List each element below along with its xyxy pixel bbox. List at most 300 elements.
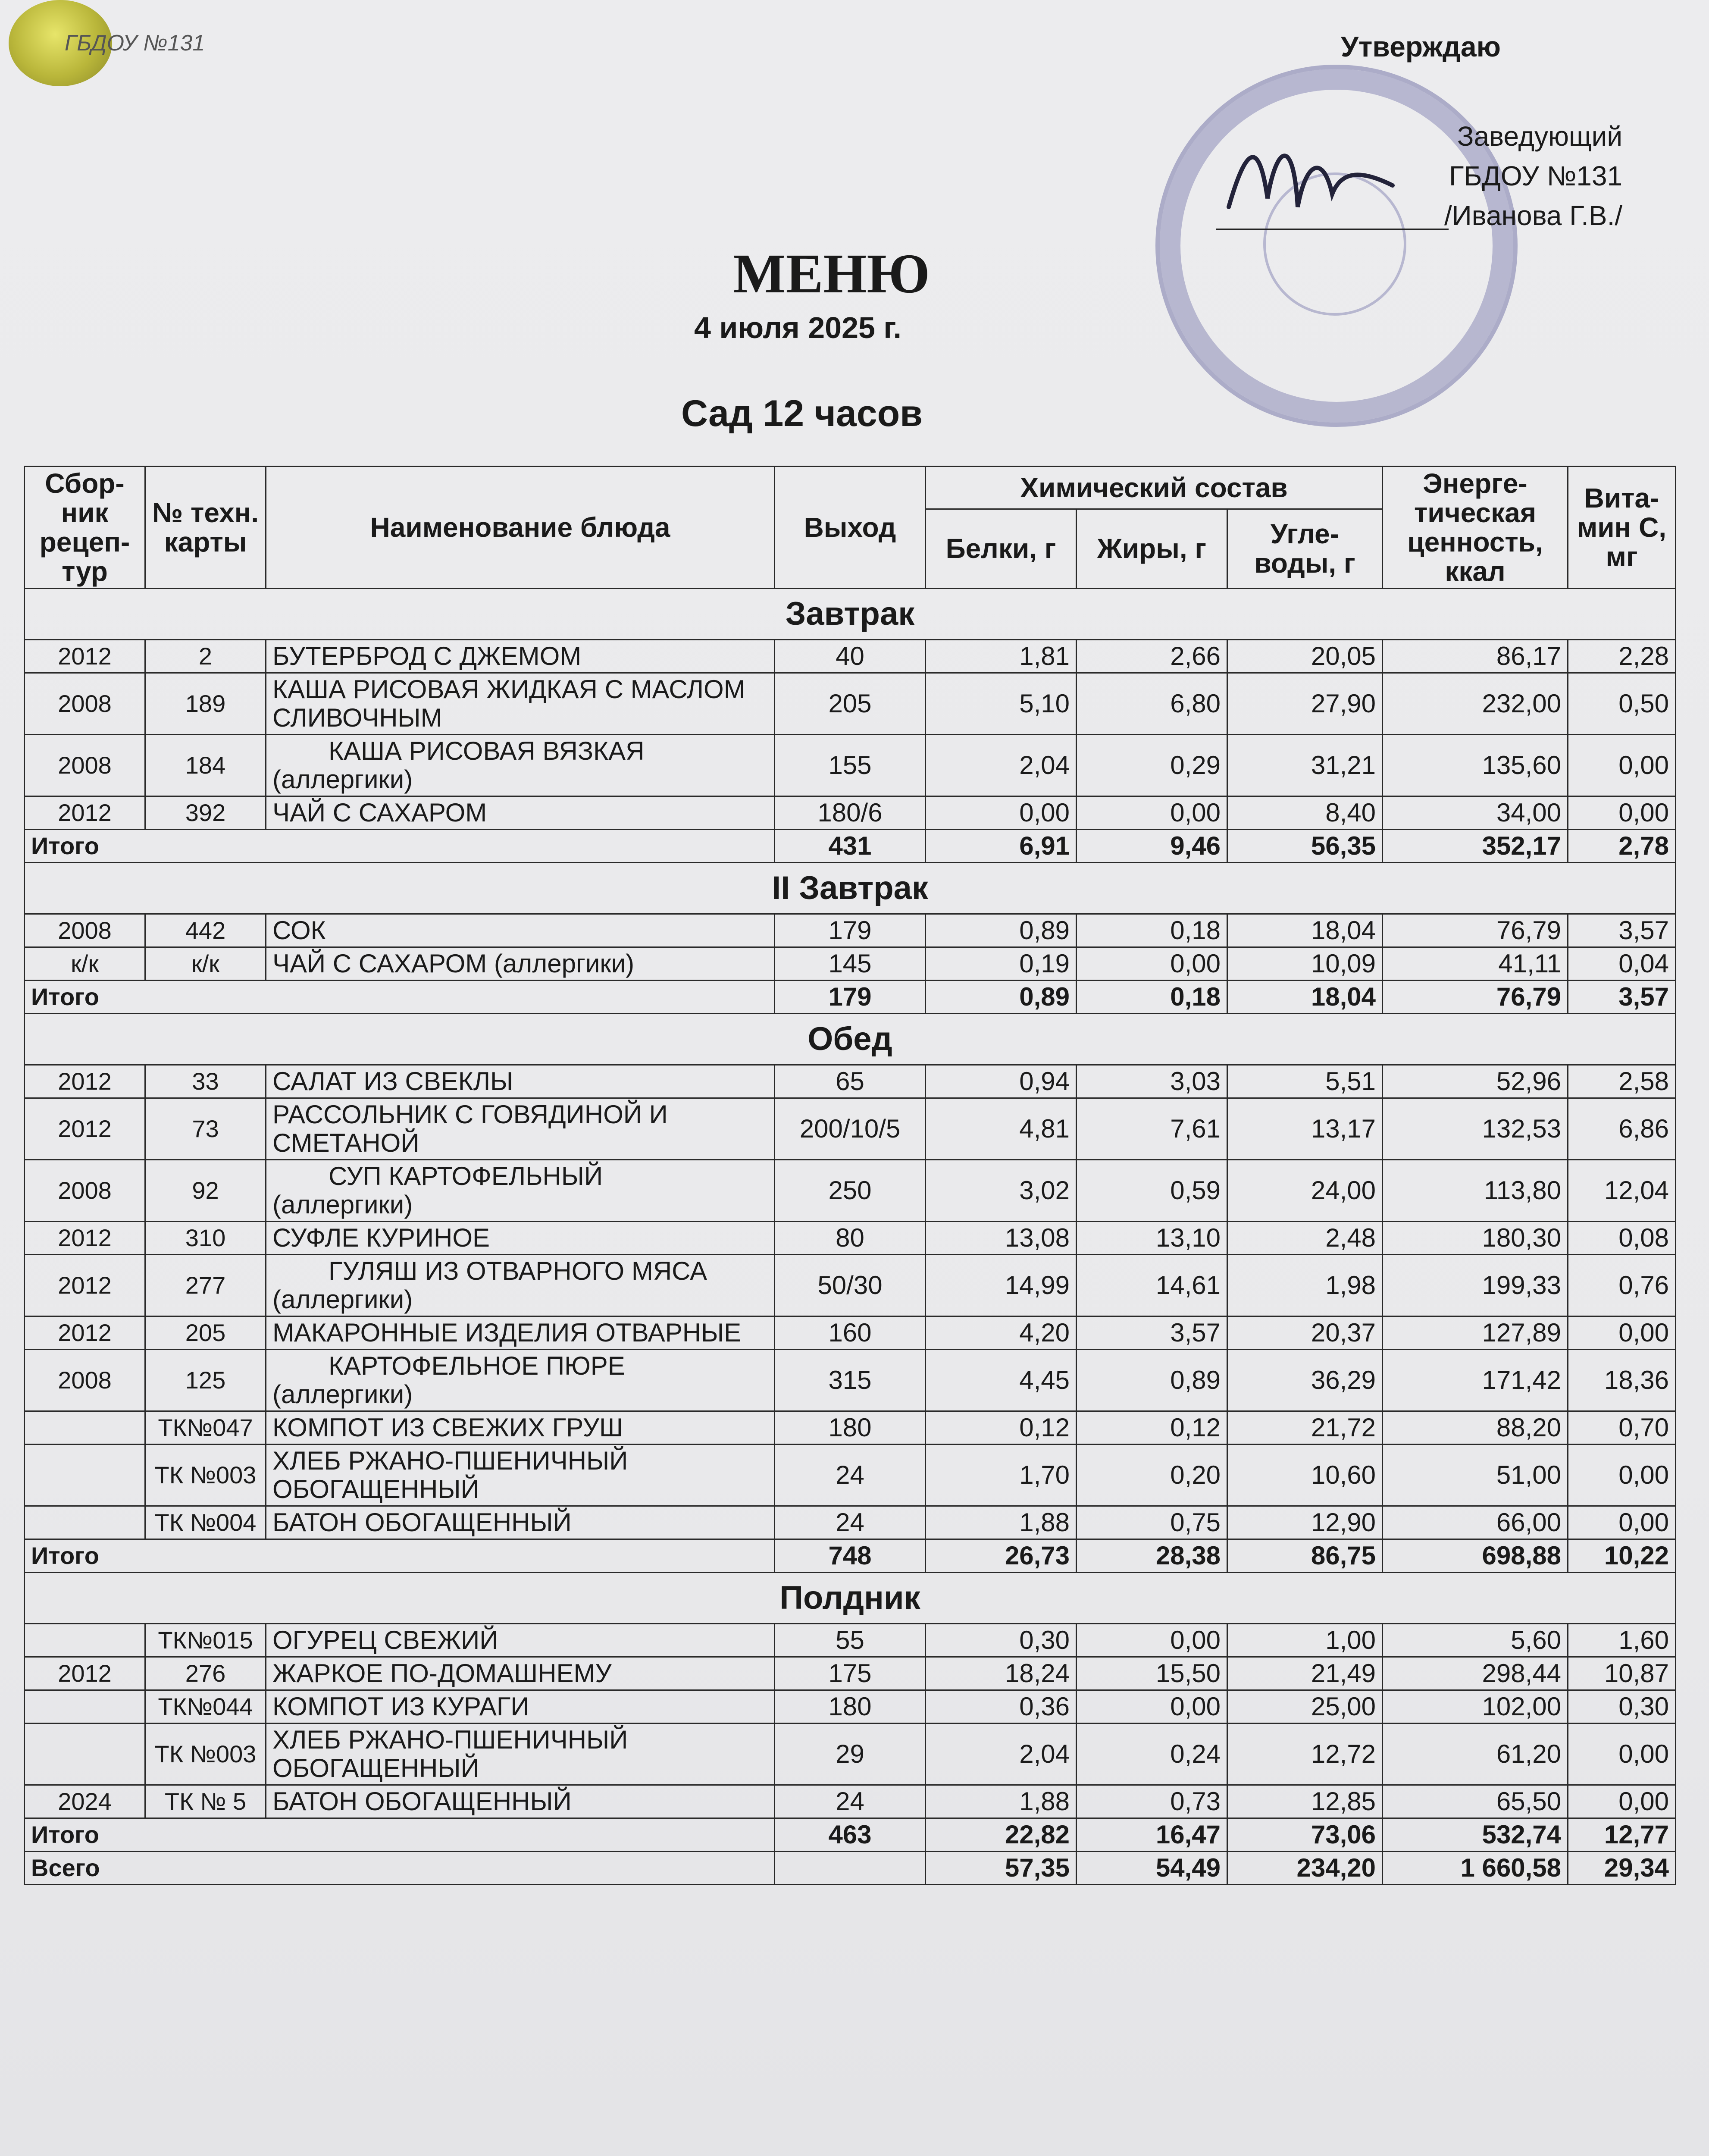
card-cell: ТК№044 — [145, 1690, 266, 1724]
yield-cell: 55 — [775, 1624, 926, 1657]
dish-name-cell — [266, 1255, 775, 1316]
signature-line — [1216, 229, 1449, 230]
total-label: Итого — [25, 830, 775, 863]
dish-name-cell — [266, 735, 775, 796]
table-row — [25, 640, 1676, 673]
collection-cell: 2008 — [25, 914, 145, 947]
carbs-cell: 20,37 — [1227, 1316, 1383, 1350]
energy-cell: 180,30 — [1383, 1222, 1568, 1255]
protein-cell: 4,20 — [926, 1316, 1077, 1350]
vitamin-cell: 0,00 — [1568, 1316, 1676, 1350]
section-title: Полдник — [25, 1573, 1676, 1624]
energy-cell: 199,33 — [1383, 1255, 1568, 1316]
card-cell: 276 — [145, 1657, 266, 1690]
collection-cell: 2012 — [25, 1657, 145, 1690]
dish-name: СОК — [272, 916, 326, 945]
protein-cell: 1,81 — [926, 640, 1077, 673]
carbs-cell: 12,90 — [1227, 1506, 1383, 1539]
fat-cell: 7,61 — [1077, 1098, 1227, 1160]
dish-name: ХЛЕБ РЖАНО-ПШЕНИЧНЫЙ ОБОГАЩЕННЫЙ — [272, 1446, 628, 1504]
collection-cell: 2012 — [25, 796, 145, 830]
fat-cell: 6,80 — [1077, 673, 1227, 735]
table-row — [25, 1690, 1676, 1724]
dish-name: ЧАЙ С САХАРОМ (аллергики) — [272, 949, 635, 978]
carbs-cell: 5,51 — [1227, 1065, 1383, 1098]
protein-cell: 0,89 — [926, 914, 1077, 947]
table-row — [25, 1506, 1676, 1539]
dish-name: ЧАЙ С САХАРОМ — [272, 798, 487, 827]
total-label: Итого — [25, 1539, 775, 1573]
carbs-cell: 21,49 — [1227, 1657, 1383, 1690]
fat-cell: 0,75 — [1077, 1506, 1227, 1539]
vitamin-cell: 12,04 — [1568, 1160, 1676, 1222]
dish-name-cell — [266, 914, 775, 947]
yield-cell: 160 — [775, 1316, 926, 1350]
table-row — [25, 1160, 1676, 1222]
table-row — [25, 947, 1676, 981]
table-row — [25, 1657, 1676, 1690]
energy-cell: 113,80 — [1383, 1160, 1568, 1222]
carbs-cell: 1,00 — [1227, 1624, 1383, 1657]
table-row — [25, 1785, 1676, 1818]
dish-name: ХЛЕБ РЖАНО-ПШЕНИЧНЫЙ ОБОГАЩЕННЫЙ — [272, 1725, 628, 1783]
table-row — [25, 1350, 1676, 1411]
grand-total-row — [25, 1852, 1676, 1885]
fat-cell: 0,12 — [1077, 1411, 1227, 1445]
protein-cell: 14,99 — [926, 1255, 1077, 1316]
carbs-cell: 1,98 — [1227, 1255, 1383, 1316]
vitamin-cell: 0,50 — [1568, 673, 1676, 735]
carbs-cell: 12,72 — [1227, 1724, 1383, 1785]
carbs-cell: 24,00 — [1227, 1160, 1383, 1222]
protein-cell: 0,94 — [926, 1065, 1077, 1098]
collection-cell: 2012 — [25, 1098, 145, 1160]
energy-cell: 171,42 — [1383, 1350, 1568, 1411]
vitamin-cell: 0,00 — [1568, 796, 1676, 830]
table-row — [25, 1445, 1676, 1506]
collection-cell: 2008 — [25, 1160, 145, 1222]
table-row — [25, 1316, 1676, 1350]
total-yield-cell: 179 — [775, 981, 926, 1014]
card-cell: 310 — [145, 1222, 266, 1255]
page-title: МЕНЮ — [733, 243, 930, 305]
total-vitamin-cell: 12,77 — [1568, 1818, 1676, 1852]
dish-name-cell — [266, 673, 775, 735]
carbs-cell: 36,29 — [1227, 1350, 1383, 1411]
energy-cell: 76,79 — [1383, 914, 1568, 947]
collection-cell: 2008 — [25, 673, 145, 735]
dish-name: КАША РИСОВАЯ ВЯЗКАЯ — [329, 736, 645, 765]
total-row — [25, 981, 1676, 1014]
total-row — [25, 1539, 1676, 1573]
table-row — [25, 914, 1676, 947]
card-cell: 2 — [145, 640, 266, 673]
table-row — [25, 735, 1676, 796]
dish-name-cell — [266, 640, 775, 673]
total-label: Итого — [25, 981, 775, 1014]
vitamin-cell: 18,36 — [1568, 1350, 1676, 1411]
fat-cell: 3,03 — [1077, 1065, 1227, 1098]
energy-cell: 51,00 — [1383, 1445, 1568, 1506]
dish-name-cell — [266, 947, 775, 981]
dish-name: БАТОН ОБОГАЩЕННЫЙ — [272, 1787, 572, 1816]
table-row — [25, 1624, 1676, 1657]
total-yield-cell: 431 — [775, 830, 926, 863]
col-collection: Сбор-ник рецеп-тур — [25, 467, 145, 589]
collection-cell — [25, 1690, 145, 1724]
yield-cell: 50/30 — [775, 1255, 926, 1316]
col-yield: Выход — [775, 467, 926, 589]
dish-name: СУФЛЕ КУРИНОЕ — [272, 1223, 490, 1252]
dish-name-cell — [266, 1785, 775, 1818]
carbs-cell: 12,85 — [1227, 1785, 1383, 1818]
col-chem-group: Химический состав — [926, 467, 1383, 509]
card-cell: ТК №003 — [145, 1445, 266, 1506]
carbs-cell: 2,48 — [1227, 1222, 1383, 1255]
carbs-cell: 10,60 — [1227, 1445, 1383, 1506]
dish-name: МАКАРОННЫЕ ИЗДЕЛИЯ ОТВАРНЫЕ — [272, 1318, 742, 1347]
table-row — [25, 1411, 1676, 1445]
table-row — [25, 673, 1676, 735]
total-protein-cell: 6,91 — [926, 830, 1077, 863]
vitamin-cell: 0,30 — [1568, 1690, 1676, 1724]
section-row — [25, 1014, 1676, 1065]
dish-name: ЖАРКОЕ ПО-ДОМАШНЕМУ — [272, 1659, 612, 1688]
card-cell: 189 — [145, 673, 266, 735]
fat-cell: 0,59 — [1077, 1160, 1227, 1222]
total-energy-cell: 532,74 — [1383, 1818, 1568, 1852]
dish-name: САЛАТ ИЗ СВЕКЛЫ — [272, 1067, 513, 1096]
vitamin-cell: 0,76 — [1568, 1255, 1676, 1316]
card-cell: ТК №004 — [145, 1506, 266, 1539]
card-cell: 392 — [145, 796, 266, 830]
fat-cell: 15,50 — [1077, 1657, 1227, 1690]
protein-cell: 0,12 — [926, 1411, 1077, 1445]
collection-cell — [25, 1624, 145, 1657]
grand-total-label: Всего — [25, 1852, 775, 1885]
dish-name-cell — [266, 1690, 775, 1724]
section-row — [25, 589, 1676, 640]
carbs-cell: 8,40 — [1227, 796, 1383, 830]
card-cell: 33 — [145, 1065, 266, 1098]
section-title: Завтрак — [25, 589, 1676, 640]
dish-name-cell — [266, 1222, 775, 1255]
total-yield-cell: 748 — [775, 1539, 926, 1573]
yield-cell: 155 — [775, 735, 926, 796]
total-vitamin-cell: 10,22 — [1568, 1539, 1676, 1573]
collection-cell: 2012 — [25, 1316, 145, 1350]
yield-cell: 250 — [775, 1160, 926, 1222]
total-carbs-cell: 73,06 — [1227, 1818, 1383, 1852]
collection-cell — [25, 1445, 145, 1506]
dish-note: (аллергики) — [272, 1285, 413, 1314]
yield-cell: 145 — [775, 947, 926, 981]
dish-name-cell — [266, 796, 775, 830]
yield-cell: 40 — [775, 640, 926, 673]
col-energy: Энерге-тическая ценность, ккал — [1383, 467, 1568, 589]
total-label: Итого — [25, 1818, 775, 1852]
total-yield-cell: 463 — [775, 1818, 926, 1852]
col-card: № техн. карты — [145, 467, 266, 589]
protein-cell: 13,08 — [926, 1222, 1077, 1255]
vitamin-cell: 0,00 — [1568, 1785, 1676, 1818]
total-energy-cell: 352,17 — [1383, 830, 1568, 863]
yield-cell: 24 — [775, 1785, 926, 1818]
col-carbs: Угле-воды, г — [1227, 509, 1383, 588]
total-protein-cell: 22,82 — [926, 1818, 1077, 1852]
vitamin-cell: 2,28 — [1568, 640, 1676, 673]
collection-cell: к/к — [25, 947, 145, 981]
collection-cell — [25, 1724, 145, 1785]
section-title: II Завтрак — [25, 863, 1676, 914]
director-position: Заведующий — [1457, 121, 1623, 152]
protein-cell: 3,02 — [926, 1160, 1077, 1222]
energy-cell: 61,20 — [1383, 1724, 1568, 1785]
table-row — [25, 1724, 1676, 1785]
dish-name: КОМПОТ ИЗ СВЕЖИХ ГРУШ — [272, 1413, 623, 1442]
card-cell: 442 — [145, 914, 266, 947]
carbs-cell: 10,09 — [1227, 947, 1383, 981]
vitamin-cell: 0,04 — [1568, 947, 1676, 981]
fat-cell: 0,73 — [1077, 1785, 1227, 1818]
dish-name-cell — [266, 1065, 775, 1098]
yield-cell: 205 — [775, 673, 926, 735]
collection-cell: 2024 — [25, 1785, 145, 1818]
yield-cell: 175 — [775, 1657, 926, 1690]
energy-cell: 127,89 — [1383, 1316, 1568, 1350]
yield-cell: 65 — [775, 1065, 926, 1098]
protein-cell: 0,19 — [926, 947, 1077, 981]
vitamin-cell: 6,86 — [1568, 1098, 1676, 1160]
menu-body — [25, 589, 1676, 1885]
vitamin-cell: 0,08 — [1568, 1222, 1676, 1255]
section-row — [25, 863, 1676, 914]
protein-cell: 18,24 — [926, 1657, 1077, 1690]
collection-cell: 2008 — [25, 735, 145, 796]
protein-cell: 0,30 — [926, 1624, 1077, 1657]
protein-cell: 1,88 — [926, 1506, 1077, 1539]
vitamin-cell: 0,00 — [1568, 1724, 1676, 1785]
yield-cell: 24 — [775, 1445, 926, 1506]
dish-note: (аллергики) — [272, 1190, 413, 1219]
yield-cell: 200/10/5 — [775, 1098, 926, 1160]
total-fat-cell: 9,46 — [1077, 830, 1227, 863]
fat-cell: 2,66 — [1077, 640, 1227, 673]
protein-cell: 0,00 — [926, 796, 1077, 830]
card-cell: 205 — [145, 1316, 266, 1350]
vitamin-cell: 1,60 — [1568, 1624, 1676, 1657]
collection-cell: 2012 — [25, 1222, 145, 1255]
card-cell: к/к — [145, 947, 266, 981]
dish-name-cell — [266, 1724, 775, 1785]
grand-total-energy-cell: 1 660,58 — [1383, 1852, 1568, 1885]
protein-cell: 2,04 — [926, 735, 1077, 796]
vitamin-cell: 0,70 — [1568, 1411, 1676, 1445]
fat-cell: 0,00 — [1077, 1624, 1227, 1657]
fat-cell: 0,24 — [1077, 1724, 1227, 1785]
total-vitamin-cell: 3,57 — [1568, 981, 1676, 1014]
collection-cell — [25, 1506, 145, 1539]
collection-cell: 2012 — [25, 1255, 145, 1316]
grand-total-fat-cell: 54,49 — [1077, 1852, 1227, 1885]
col-vitamin: Вита-мин С, мг — [1568, 467, 1676, 589]
dish-name: КАРТОФЕЛЬНОЕ ПЮРЕ — [329, 1351, 625, 1380]
energy-cell: 88,20 — [1383, 1411, 1568, 1445]
col-dish-name: Наименование блюда — [266, 467, 775, 589]
yield-cell: 29 — [775, 1724, 926, 1785]
fat-cell: 0,00 — [1077, 796, 1227, 830]
fat-cell: 0,00 — [1077, 1690, 1227, 1724]
carbs-cell: 20,05 — [1227, 640, 1383, 673]
fat-cell: 0,89 — [1077, 1350, 1227, 1411]
protein-cell: 4,45 — [926, 1350, 1077, 1411]
protein-cell: 5,10 — [926, 673, 1077, 735]
dish-name-cell — [266, 1657, 775, 1690]
card-cell: ТК № 5 — [145, 1785, 266, 1818]
protein-cell: 1,70 — [926, 1445, 1077, 1506]
card-cell: 73 — [145, 1098, 266, 1160]
table-row — [25, 1098, 1676, 1160]
dish-note: (аллергики) — [272, 765, 413, 794]
protein-cell: 0,36 — [926, 1690, 1077, 1724]
energy-cell: 132,53 — [1383, 1098, 1568, 1160]
total-carbs-cell: 56,35 — [1227, 830, 1383, 863]
vitamin-cell: 2,58 — [1568, 1065, 1676, 1098]
grand-total-vitamin-cell: 29,34 — [1568, 1852, 1676, 1885]
total-fat-cell: 28,38 — [1077, 1539, 1227, 1573]
yield-cell: 180 — [775, 1411, 926, 1445]
vitamin-cell: 10,87 — [1568, 1657, 1676, 1690]
energy-cell: 65,50 — [1383, 1785, 1568, 1818]
protein-cell: 4,81 — [926, 1098, 1077, 1160]
yield-cell: 180 — [775, 1690, 926, 1724]
carbs-cell: 13,17 — [1227, 1098, 1383, 1160]
card-cell: 92 — [145, 1160, 266, 1222]
total-energy-cell: 698,88 — [1383, 1539, 1568, 1573]
card-cell: ТК №003 — [145, 1724, 266, 1785]
fat-cell: 0,20 — [1077, 1445, 1227, 1506]
fat-cell: 0,29 — [1077, 735, 1227, 796]
collection-cell: 2012 — [25, 640, 145, 673]
dish-name: ГУЛЯШ ИЗ ОТВАРНОГО МЯСА — [329, 1257, 707, 1285]
collection-cell: 2012 — [25, 1065, 145, 1098]
dish-name-cell — [266, 1624, 775, 1657]
dish-name-cell — [266, 1350, 775, 1411]
dish-name-cell — [266, 1445, 775, 1506]
approve-label: Утверждаю — [1341, 31, 1501, 63]
total-energy-cell: 76,79 — [1383, 981, 1568, 1014]
dish-name-cell — [266, 1506, 775, 1539]
director-organization: ГБДОУ №131 — [1449, 160, 1623, 191]
total-protein-cell: 26,73 — [926, 1539, 1077, 1573]
energy-cell: 66,00 — [1383, 1506, 1568, 1539]
total-carbs-cell: 86,75 — [1227, 1539, 1383, 1573]
table-row — [25, 796, 1676, 830]
dish-name-cell — [266, 1098, 775, 1160]
carbs-cell: 31,21 — [1227, 735, 1383, 796]
section-row — [25, 1573, 1676, 1624]
yield-cell: 179 — [775, 914, 926, 947]
grand-total-yield-cell — [775, 1852, 926, 1885]
energy-cell: 232,00 — [1383, 673, 1568, 735]
grand-total-carbs-cell: 234,20 — [1227, 1852, 1383, 1885]
carbs-cell: 18,04 — [1227, 914, 1383, 947]
total-vitamin-cell: 2,78 — [1568, 830, 1676, 863]
card-cell: ТК№015 — [145, 1624, 266, 1657]
dish-name: РАССОЛЬНИК С ГОВЯДИНОЙ И СМЕТАНОЙ — [272, 1100, 668, 1157]
energy-cell: 41,11 — [1383, 947, 1568, 981]
card-cell: ТК№047 — [145, 1411, 266, 1445]
energy-cell: 135,60 — [1383, 735, 1568, 796]
organization-label: ГБДОУ №131 — [65, 31, 205, 56]
fat-cell: 14,61 — [1077, 1255, 1227, 1316]
protein-cell: 2,04 — [926, 1724, 1077, 1785]
dish-name: СУП КАРТОФЕЛЬНЫЙ — [329, 1162, 603, 1191]
col-protein: Белки, г — [926, 509, 1077, 588]
fat-cell: 0,18 — [1077, 914, 1227, 947]
total-row — [25, 830, 1676, 863]
total-fat-cell: 0,18 — [1077, 981, 1227, 1014]
carbs-cell: 27,90 — [1227, 673, 1383, 735]
yield-cell: 80 — [775, 1222, 926, 1255]
dish-name-cell — [266, 1160, 775, 1222]
director-block — [1444, 116, 1622, 235]
table-row — [25, 1065, 1676, 1098]
dish-name-cell — [266, 1411, 775, 1445]
card-cell: 184 — [145, 735, 266, 796]
total-protein-cell: 0,89 — [926, 981, 1077, 1014]
fat-cell: 13,10 — [1077, 1222, 1227, 1255]
fat-cell: 3,57 — [1077, 1316, 1227, 1350]
energy-cell: 102,00 — [1383, 1690, 1568, 1724]
grand-total-protein-cell: 57,35 — [926, 1852, 1077, 1885]
dish-note: (аллергики) — [272, 1380, 413, 1409]
table-row — [25, 1255, 1676, 1316]
vitamin-cell: 0,00 — [1568, 735, 1676, 796]
dish-name: КОМПОТ ИЗ КУРАГИ — [272, 1692, 529, 1721]
total-carbs-cell: 18,04 — [1227, 981, 1383, 1014]
card-cell: 277 — [145, 1255, 266, 1316]
menu-subtitle: Сад 12 часов — [681, 393, 923, 434]
col-fat: Жиры, г — [1077, 509, 1227, 588]
dish-name-cell — [266, 1316, 775, 1350]
vitamin-cell: 3,57 — [1568, 914, 1676, 947]
protein-cell: 1,88 — [926, 1785, 1077, 1818]
carbs-cell: 21,72 — [1227, 1411, 1383, 1445]
dish-name: БАТОН ОБОГАЩЕННЫЙ — [272, 1508, 572, 1537]
fat-cell: 0,00 — [1077, 947, 1227, 981]
menu-table — [24, 466, 1676, 1885]
carbs-cell: 25,00 — [1227, 1690, 1383, 1724]
dish-name: БУТЕРБРОД С ДЖЕМОМ — [272, 642, 582, 671]
yield-cell: 315 — [775, 1350, 926, 1411]
energy-cell: 5,60 — [1383, 1624, 1568, 1657]
card-cell: 125 — [145, 1350, 266, 1411]
director-signature — [1220, 121, 1401, 233]
total-row — [25, 1818, 1676, 1852]
energy-cell: 86,17 — [1383, 640, 1568, 673]
dish-name: ОГУРЕЦ СВЕЖИЙ — [272, 1626, 498, 1655]
total-fat-cell: 16,47 — [1077, 1818, 1227, 1852]
collection-cell — [25, 1411, 145, 1445]
vitamin-cell: 0,00 — [1568, 1506, 1676, 1539]
section-title: Обед — [25, 1014, 1676, 1065]
energy-cell: 298,44 — [1383, 1657, 1568, 1690]
energy-cell: 52,96 — [1383, 1065, 1568, 1098]
vitamin-cell: 0,00 — [1568, 1445, 1676, 1506]
collection-cell: 2008 — [25, 1350, 145, 1411]
yield-cell: 24 — [775, 1506, 926, 1539]
